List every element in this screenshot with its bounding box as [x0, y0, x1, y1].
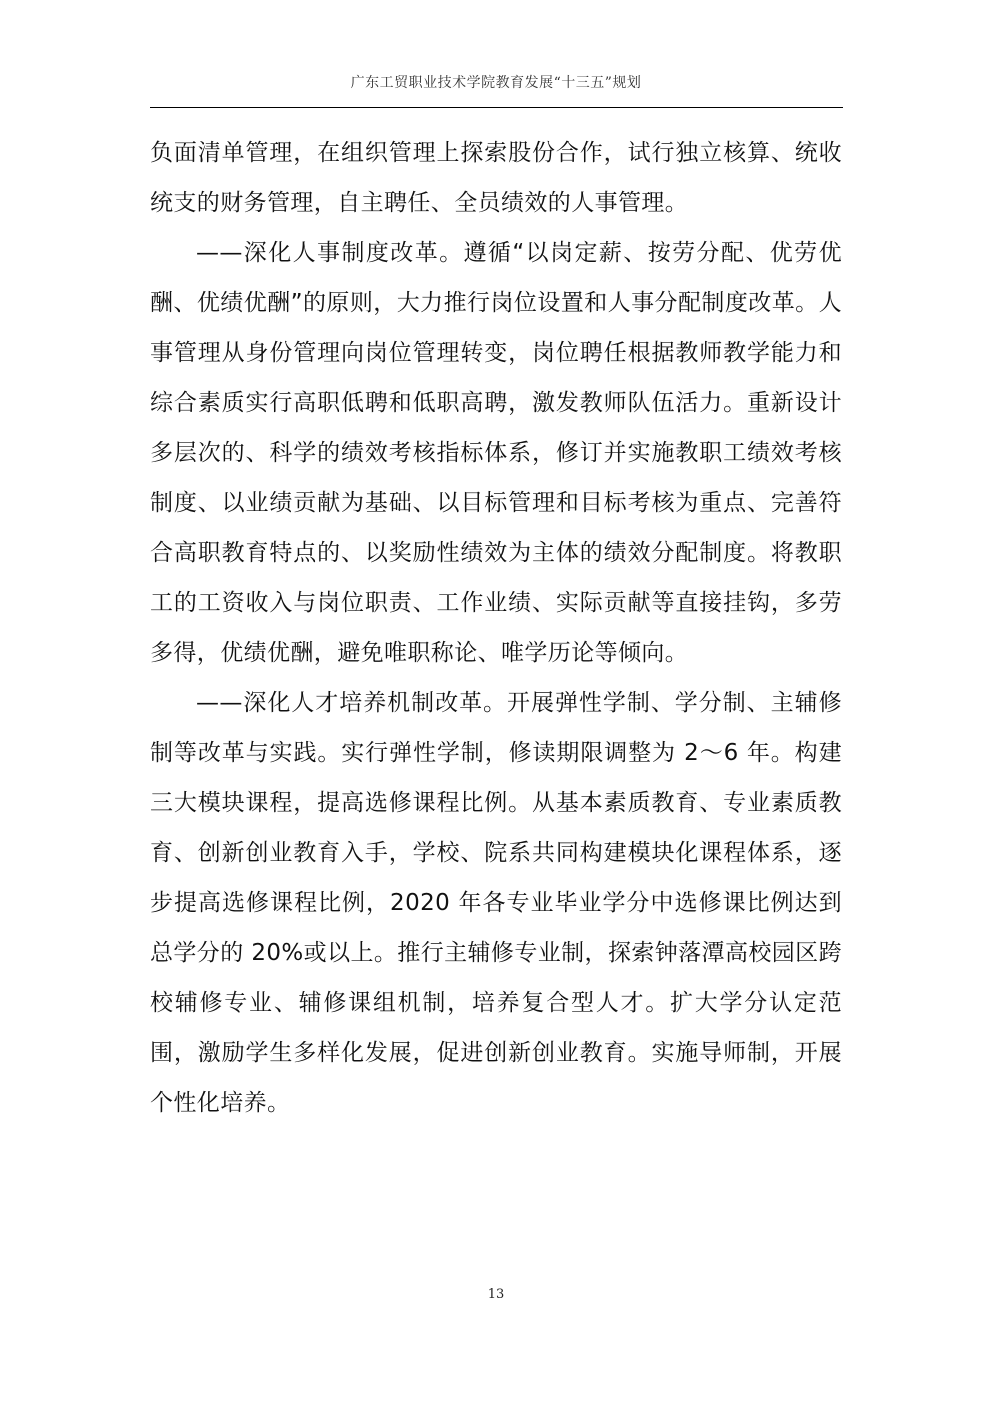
header-divider — [150, 107, 843, 108]
page-number: 13 — [487, 1287, 505, 1302]
paragraph-talent-training-reform: ——深化人才培养机制改革。开展弹性学制、学分制、主辅修制等改革与实践。实行弹性学制，修读期限调整为 2～6 年。构建三大模块课程，提高选修课程比例。从基本素质教育、专业素质教育、创新创业教育入手，学校、院系共同构建模块化课程体系，逐步提高选修课程比例，2020 年各专业毕业学分中选修课比例达到总学分的 20%或以上。推行主辅修专业制，探索钟落潭高校园区跨校辅修专业、辅修课组机制，培养复合型人才。扩大学分认定范围，激励学生多样化发展，促进创新创业教育。实施导师制，开展个性化培养。 — [150, 690, 842, 1116]
body-text — [150, 128, 842, 1128]
paragraph-personnel-reform: ——深化人事制度改革。遵循“以岗定薪、按劳分配、优劳优酬、优绩优酬”的原则，大力推行岗位设置和人事分配制度改革。人事管理从身份管理向岗位管理转变，岗位聘任根据教师教学能力和综合素质实行高职低聘和低职高聘，激发教师队伍活力。重新设计多层次的、科学的绩效考核指标体系，修订并实施教职工绩效考核制度、以业绩贡献为基础、以目标管理和目标考核为重点、完善符合高职教育特点的、以奖励性绩效为主体的绩效分配制度。将教职工的工资收入与岗位职责、工作业绩、实际贡献等直接挂钩，多劳多得，优绩优酬，避免唯职称论、唯学历论等倾向。 — [150, 240, 842, 666]
running-header: 广东工贸职业技术学院教育发展“十三五”规划 — [350, 75, 642, 91]
paragraph-continuation: 负面清单管理，在组织管理上探索股份合作，试行独立核算、统收统支的财务管理，自主聘任、全员绩效的人事管理。 — [150, 140, 842, 216]
